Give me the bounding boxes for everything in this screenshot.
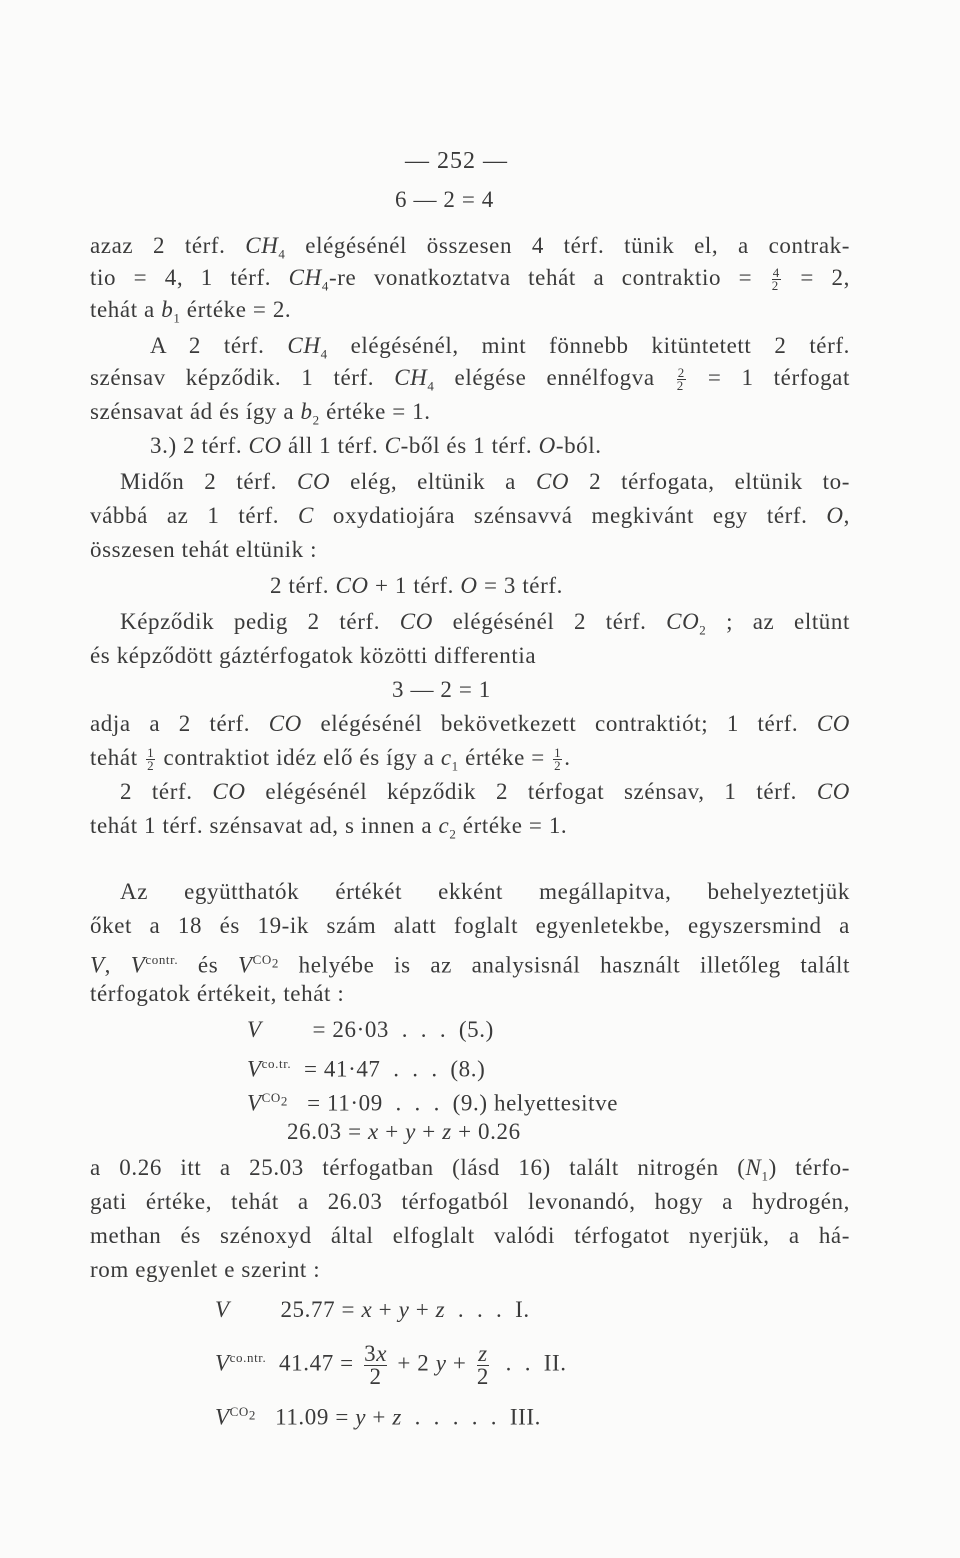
text-line: adja a 2 térf. CO elégésénél bekövetkezett contraktiót; 1 térf. CO bbox=[90, 711, 850, 736]
text-line: Képződik pedig 2 térf. CO elégésénél 2 térf. $CO_2$ ; az eltünt bbox=[120, 609, 850, 638]
text-line: gati értéke, tehát a 26.03 térfogatból levonandó, hogy a hydrogén, bbox=[90, 1189, 850, 1214]
text-line: összesen tehát eltünik : bbox=[90, 537, 318, 562]
equation-line: 3 — 2 = 1 bbox=[392, 677, 491, 702]
equation-line: 6 — 2 = 4 bbox=[395, 187, 494, 212]
text-line: 3.) 2 térf. CO áll 1 térf. C-ből és 1 térf. O-ból. bbox=[150, 433, 602, 458]
text-line: térfogatok értékeit, tehát : bbox=[90, 981, 345, 1006]
text-line: tehát 1 térf. szénsavat ad, s innen a $c_2$ értéke = 1. bbox=[90, 813, 568, 842]
text-line: A 2 térf. $CH_4$ elégésénél, mint fönnebb kitüntetett 2 térf. bbox=[150, 333, 850, 362]
equation-line: V 25.77 = x + y + z . . . I. bbox=[215, 1297, 530, 1322]
text-line: azaz 2 térf. $CH_4$ elégésénél összesen 4 térf. tünik el, a contrak- bbox=[90, 233, 850, 262]
page-number: — 252 — bbox=[405, 148, 508, 174]
text-line: tehát a $b_1$ értéke = 2. bbox=[90, 297, 292, 326]
fraction-4-2: $\frac{4}{2}$ bbox=[771, 265, 780, 294]
text-line: methan és szénoxyd által elfoglalt valódi térfogatot nyerjük, a há- bbox=[90, 1223, 850, 1248]
text-line: a 0.26 itt a 25.03 térfogatban (lásd 16) talált nitrogén $(N_1)$ térfo- bbox=[90, 1155, 850, 1184]
text-line: és képződött gáztérfogatok közötti differentia bbox=[90, 643, 537, 668]
fraction-1-2: $\frac{1}{2}$ bbox=[147, 745, 155, 774]
equation-line: V = 26·03 . . . (5.) bbox=[247, 1017, 494, 1042]
text-line: tehát $\frac{1}{2}$ contraktiot idéz elő és így a $c_1$ értéke = $\frac{1}{2}$ . bbox=[90, 745, 571, 774]
equation-line: 26.03 = x + y + z + 0.26 bbox=[287, 1119, 521, 1144]
text-line: Az együtthatók értékét ekként megállapitva, behelyeztetjük bbox=[120, 879, 850, 904]
text-line: vábbá az 1 térf. C oxydatiojára szénsavvá megkivánt egy térf. O, bbox=[90, 503, 850, 528]
fraction-3x-2: $\frac{3x}{2}$ bbox=[364, 1340, 388, 1389]
text-line: Midőn 2 térf. CO elég, eltünik a CO 2 térfogata, eltünik to- bbox=[120, 469, 850, 494]
equation-line: $V^{co.ntr.}$ 41.47 = $\frac{3x}{2}$ + 2 y + $\frac{z}{2}$ . . II. bbox=[215, 1340, 567, 1389]
text-line: őket a 18 és 19-ik szám alatt foglalt egyenletekbe, egyszersmind a bbox=[90, 913, 850, 938]
fraction-2-2: $\frac{2}{2}$ bbox=[676, 365, 685, 394]
text-line: tio = 4, 1 térf. $CH_4-re$ vonatkoztatva tehát a contraktio = $\frac{4}{2}$ = 2, bbox=[90, 265, 850, 294]
text-line: szénsavat ád és így a $b_2$ értéke = 1. bbox=[90, 399, 431, 428]
text-line: rom egyenlet e szerint : bbox=[90, 1257, 321, 1282]
text-line: szénsav képződik. 1 térf. $CH_4$ elégése ennélfogva $\frac{2}{2}$ = 1 térfogat bbox=[90, 365, 850, 394]
fraction-1-2: $\frac{1}{2}$ bbox=[554, 745, 562, 774]
equation-line: $V^{CO_2}$ 11.09 = y + z . . . . . III. bbox=[215, 1404, 541, 1430]
equation-line: $V^{CO_2} = 11\cdot 09$ . . . (9.) helyettesitve bbox=[247, 1090, 619, 1116]
text-line: 2 térf. CO elégésénél képződik 2 térfogat szénsav, 1 térf. CO bbox=[120, 779, 850, 804]
fraction-z-2: $\frac{z}{2}$ bbox=[476, 1340, 489, 1389]
text-line: V, $V^{contr.}$ és $V^{CO_2}$ helyébe is az analysisnál használt illetőleg talált bbox=[90, 952, 851, 978]
equation-line: $V^{co.tr.} = 41\cdot 47$ . . . (8.) bbox=[247, 1056, 486, 1082]
text-line: 2 térf. CO + 1 térf. O = 3 térf. bbox=[270, 573, 563, 598]
